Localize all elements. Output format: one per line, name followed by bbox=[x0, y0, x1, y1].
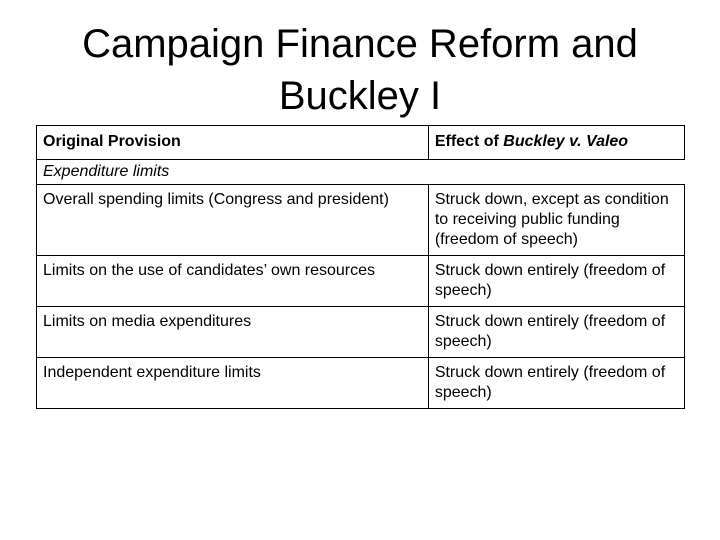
title-line-1: Campaign Finance Reform and bbox=[82, 22, 638, 66]
section-label: Expenditure limits bbox=[37, 160, 429, 185]
header-row bbox=[37, 126, 685, 160]
table-row bbox=[37, 256, 685, 307]
header-effect-prefix: Effect of bbox=[434, 133, 504, 150]
header-original-provision: Original Provision bbox=[37, 126, 429, 160]
title-line-2: Buckley I bbox=[278, 74, 442, 118]
effect-cell: Struck down entirely (freedom of speech) bbox=[428, 307, 684, 358]
slide-title bbox=[40, 18, 680, 122]
provisions-table bbox=[36, 125, 685, 409]
provision-cell: Independent expenditure limits bbox=[37, 358, 429, 409]
provision-cell: Limits on media expenditures bbox=[37, 307, 429, 358]
header-effect bbox=[428, 126, 684, 160]
effect-cell: Struck down, except as condition to receiving public funding (freedom of speech) bbox=[428, 185, 684, 256]
provision-cell: Limits on the use of candidates’ own resources bbox=[37, 256, 429, 307]
table-row bbox=[37, 185, 685, 256]
section-row bbox=[37, 160, 685, 185]
section-blank-cell bbox=[428, 160, 684, 185]
provision-cell: Overall spending limits (Congress and president) bbox=[37, 185, 429, 256]
table-row bbox=[37, 307, 685, 358]
table-row bbox=[37, 358, 685, 409]
effect-cell: Struck down entirely (freedom of speech) bbox=[428, 358, 684, 409]
effect-cell: Struck down entirely (freedom of speech) bbox=[428, 256, 684, 307]
header-effect-case: Buckley v. Valeo bbox=[503, 133, 629, 150]
